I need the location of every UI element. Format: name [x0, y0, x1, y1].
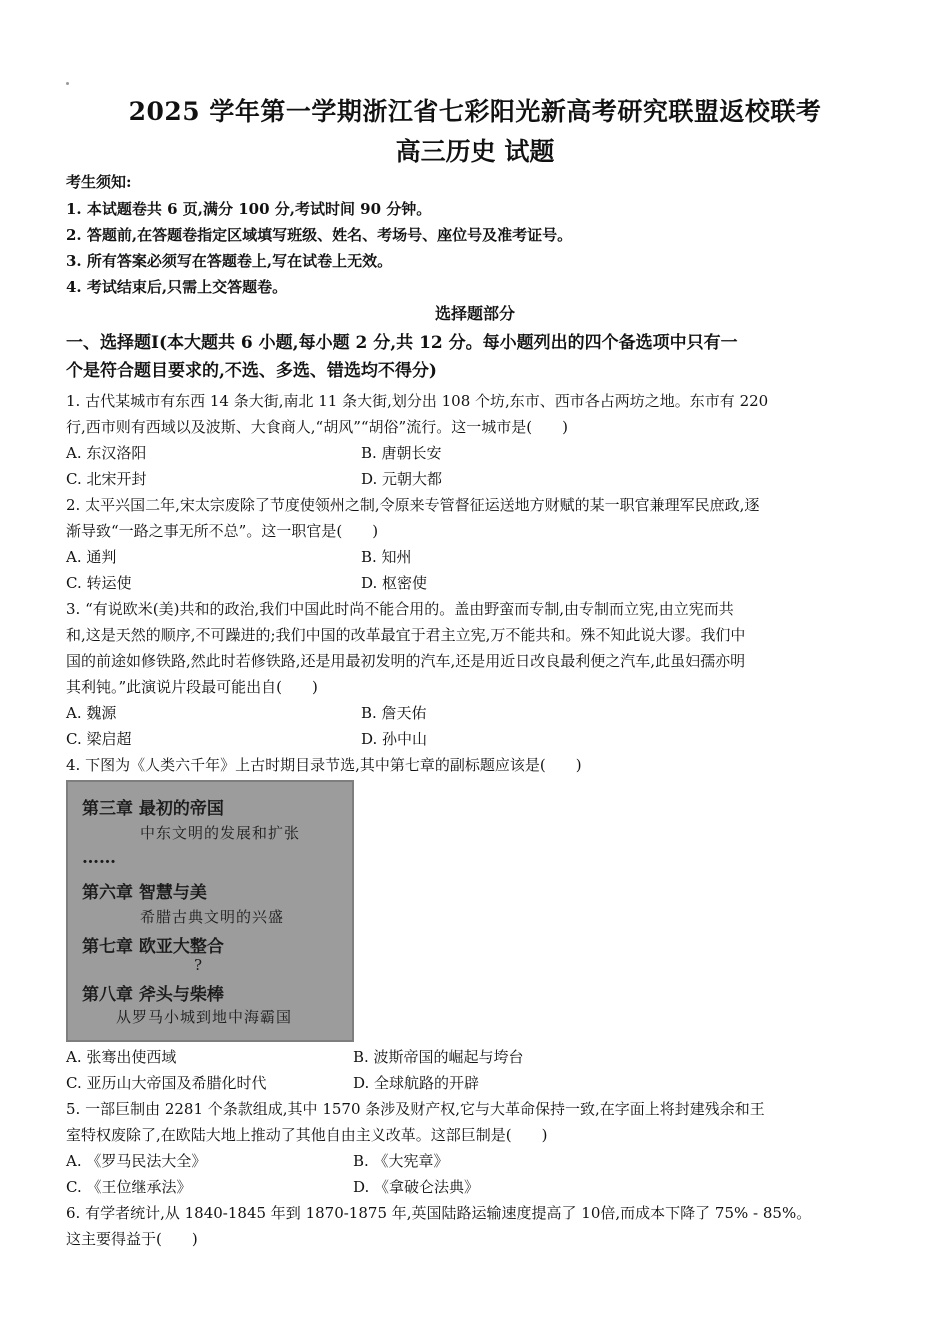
question-5-option-c: C. 《王位继承法》 [66, 1178, 192, 1196]
toc-subtitle: 从罗马小城到地中海霸国 [116, 1008, 293, 1026]
toc-ellipsis: …… [82, 848, 116, 868]
question-1-option-c: C. 北宋开封 [66, 470, 147, 488]
question-2-option-c: C. 转运使 [66, 574, 132, 592]
table-of-contents-photo [66, 780, 354, 1042]
question-1-stem: 1. 古代某城市有东西 14 条大街,南北 11 条大街,划分出 108 个坊,东市、西市各占两坊之地。东市有 220 [66, 392, 769, 410]
question-1-option-b: B. 唐朝长安 [361, 444, 442, 462]
question-3-stem: 其利钝。”此演说片段最可能出自( ) [66, 678, 318, 696]
question-5-option-b: B. 《大宪章》 [353, 1152, 449, 1170]
notice-item: 2. 答题前,在答题卷指定区域填写班级、姓名、考场号、座位号及准考证号。 [66, 226, 573, 244]
question-1-option-d: D. 元朝大都 [361, 470, 443, 488]
question-1-option-a: A. 东汉洛阳 [66, 444, 147, 462]
question-4-option-b: B. 波斯帝国的崛起与垮台 [353, 1048, 524, 1066]
question-6-stem: 这主要得益于( ) [66, 1230, 198, 1248]
section-instruction: 个是符合题目要求的,不选、多选、错选均不得分) [66, 361, 437, 381]
question-2-option-b: B. 知州 [361, 548, 412, 566]
question-3-stem: 国的前途如修铁路,然此时若修铁路,还是用最初发明的汽车,还是用近日改良最利便之汽车,此虽妇孺亦明 [66, 652, 746, 670]
question-4-stem: 4. 下图为《人类六千年》上古时期目录节选,其中第七章的副标题应该是( ) [66, 756, 582, 774]
notice-item: 4. 考试结束后,只需上交答题卷。 [66, 278, 288, 296]
question-3-stem: 和,这是天然的顺序,不可躁进的;我们中国的改革最宜于君主立宪,万不能共和。殊不知此说大谬。我们中 [66, 626, 746, 644]
section-title: 选择题部分 [434, 304, 515, 323]
question-5-stem: 室特权废除了,在欧陆大地上推动了其他自由主义改革。这部巨制是( ) [66, 1126, 548, 1144]
question-2-stem: 2. 太平兴国二年,宋太宗废除了节度使领州之制,令原来专管督征运送地方财赋的某一职官兼理军民庶政,逐 [66, 496, 760, 514]
toc-chapter: 第三章 最初的帝国 [82, 799, 224, 819]
toc-chapter: 第七章 欧亚大整合 [82, 937, 224, 957]
toc-subtitle: 中东文明的发展和扩张 [140, 824, 301, 842]
question-2-option-a: A. 通判 [66, 548, 117, 566]
question-4-option-c: C. 亚历山大帝国及希腊化时代 [66, 1074, 267, 1092]
notice-item: 1. 本试题卷共 6 页,满分 100 分,考试时间 90 分钟。 [66, 200, 432, 218]
scan-dot [66, 82, 69, 85]
toc-subtitle-unknown: ? [194, 956, 204, 974]
exam-title: 2025 学年第一学期浙江省七彩阳光新高考研究联盟返校联考 [128, 97, 822, 126]
question-5-option-d: D. 《拿破仑法典》 [353, 1178, 480, 1196]
section-instruction: 一、选择题Ⅰ(本大题共 6 小题,每小题 2 分,共 12 分。每小题列出的四个备选项中只有一 [66, 333, 738, 353]
question-3-option-c: C. 梁启超 [66, 730, 132, 748]
question-6-stem: 6. 有学者统计,从 1840-1845 年到 1870-1875 年,英国陆路运输速度提高了 10倍,而成本下降了 75% - 85%。 [66, 1204, 812, 1222]
notice-item: 3. 所有答案必须写在答题卷上,写在试卷上无效。 [66, 252, 393, 270]
toc-chapter: 第六章 智慧与美 [82, 883, 207, 903]
question-2-stem: 渐导致“一路之事无所不总”。这一职官是( ) [66, 522, 379, 540]
question-3-option-a: A. 魏源 [66, 704, 117, 722]
question-4-option-d: D. 全球航路的开辟 [353, 1074, 480, 1092]
question-5-stem: 5. 一部巨制由 2281 个条款组成,其中 1570 条涉及财产权,它与大革命保持一致,在字面上将封建残余和王 [66, 1100, 765, 1118]
question-3-option-d: D. 孙中山 [361, 730, 428, 748]
question-1-stem: 行,西市则有西域以及波斯、大食商人,“胡风”“胡俗”流行。这一城市是( ) [66, 418, 568, 436]
toc-subtitle: 希腊古典文明的兴盛 [140, 908, 285, 926]
question-3-stem: 3. “有说欧米(美)共和的政治,我们中国此时尚不能合用的。盖由野蛮而专制,由专制而立宪,由立宪而共 [66, 600, 734, 618]
question-5-option-a: A. 《罗马民法大全》 [66, 1152, 207, 1170]
exam-subtitle: 高三历史 试题 [395, 137, 555, 166]
notice-heading: 考生须知: [66, 173, 132, 191]
question-2-option-d: D. 枢密使 [361, 574, 428, 592]
toc-chapter: 第八章 斧头与柴棒 [82, 985, 224, 1005]
question-4-option-a: A. 张骞出使西域 [66, 1048, 177, 1066]
question-3-option-b: B. 詹天佑 [361, 704, 427, 722]
